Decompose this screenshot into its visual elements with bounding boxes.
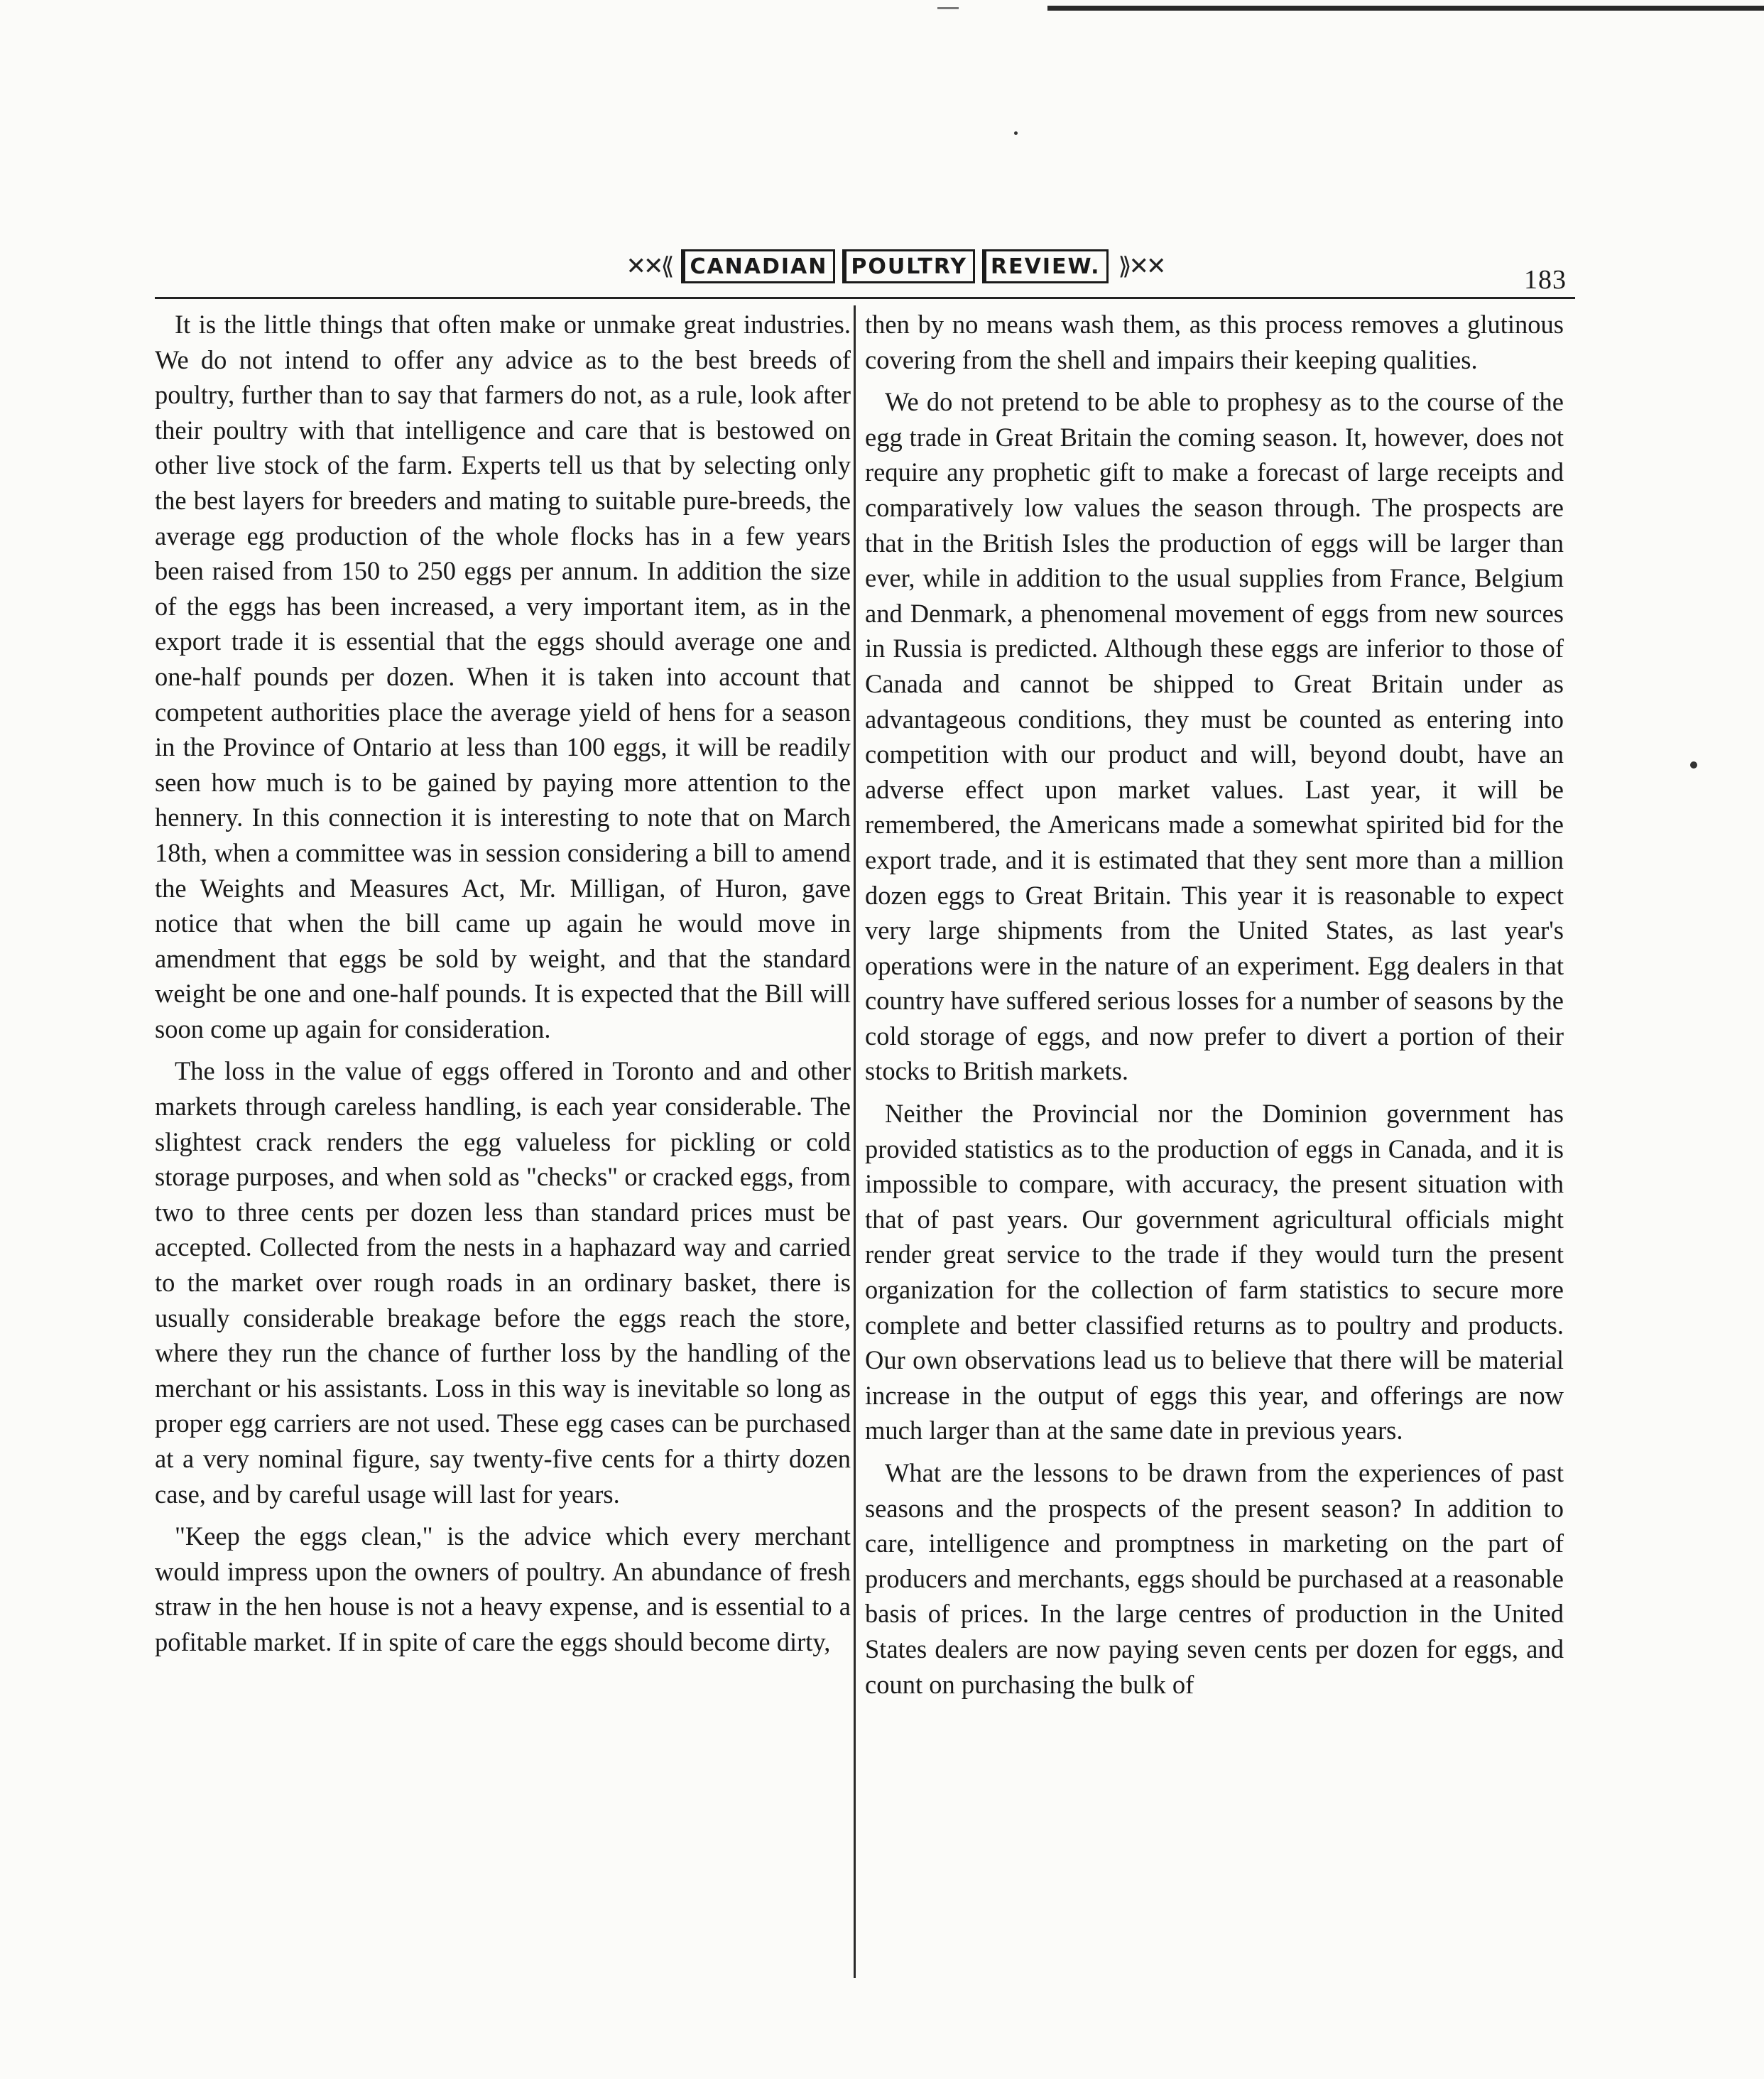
top-edge-rule — [1047, 6, 1764, 11]
paragraph: We do not pretend to be able to prophesy as to the course of the egg trade in Great Britain the coming season. It, however, does not require any prophetic gift to make a forecast of large receipts and comparatively low values the season through. The prospects are that in the British Isles the production of eggs will be larger than ever, while in addition to the usual supplies from France, Belgium and Denmark, a phenomenal movement of eggs from new sources in Russia is predicted. Although these eggs are inferior to those of Canada and cannot be shipped to Great Britain under as advantageous conditions, they must be counted as entering into competition with our product and will, beyond doubt, have an adverse effect upon market values. Last year, it will be remembered, the Americans made a somewhat spirited bid for the export trade, and it is estimated that they sent more than a million dozen eggs to Great Britain. This year it is reasonable to expect very large shipments from the United States, as last year's operations were in the nature of an experiment. Egg dealers in that country have suffered serious losses for a number of seasons by the cold storage of eggs, and now prefer to divert a portion of their stocks to British markets. — [865, 387, 1564, 1086]
column-divider — [854, 305, 856, 1978]
header-rule — [155, 297, 1575, 299]
right-column — [865, 307, 1564, 1709]
paragraph: What are the lessons to be drawn from the experiences of past seasons and the prospects of the present season? In addition to care, intelligence and promptness in marketing on the part of producers and merchants, eggs should be purchased at a reasonable basis of prices. In the large centres of production in the United States dealers are now paying seven cents per dozen for eggs, and count on purchasing the bulk of — [865, 1458, 1564, 1699]
page-number: 183 — [1524, 265, 1567, 295]
paragraph: It is the little things that often make or unmake great industries. We do not intend to offer any advice as to the best breeds of poultry, further than to say that farmers do not, as a rule, look after their poultry with that intelligence and care that is bestowed on other live stock of the farm. Experts tell us that by selecting only the best layers for breeders and mating to suitable pure-breeds, the average egg production of the whole flocks has in a few years been raised from 150 to 250 eggs per annum. In addition the size of the eggs has been increased, a very important item, as in the export trade it is essential that the eggs should average one and one-half pounds per dozen. When it is taken into account that competent authorities place the average yield of hens for a season in the Province of Ontario at less than 100 eggs, it will be readily seen how much is to be gained by paying more attention to the hennery. In this connection it is interesting to note that on March 18th, when a committee was in session considering a bill to amend the Weights and Measures Act, Mr. Milligan, of Huron, gave notice that when the bill came up again he would move in amendment that eggs be sold by weight, and that the standard weight be one and one-half pounds. It is expected that the Bill will soon come up again for consideration. — [155, 310, 851, 1043]
masthead-ornament-left-icon: ✕✕⟪ — [626, 252, 672, 281]
paragraph: The loss in the value of eggs offered in Toronto and and other markets through careless handling, is each year considerable. The slightest crack renders the egg valueless for pickling or cold storage purposes, and when sold as "checks" or cracked eggs, from two to three cents per dozen less than standard prices must be accepted. Collected from the nests in a haphazard way and carried to the market over rough roads in an ordinary basket, there is usually considerable breakage before the eggs reach the store, where they run the chance of further loss by the handling of the merchant or his assistants. Loss in this way is inevitable so long as proper egg carriers are not used. These egg cases can be purchased at a very nominal figure, say twenty-five cents for a thirty dozen case, and by careful usage will last for years. — [155, 1056, 851, 1509]
top-edge-mark — [937, 7, 959, 9]
masthead — [625, 245, 1165, 288]
paragraph-continued: then by no means wash them, as this process removes a glutinous covering from the shell and impairs their keeping qualities. — [865, 310, 1564, 374]
masthead-word: CANADIAN — [681, 249, 835, 283]
masthead-word: POULTRY — [842, 249, 975, 283]
left-column — [155, 307, 851, 1667]
paragraph: "Keep the eggs clean," is the advice which every merchant would impress upon the owners of poultry. An abundance of fresh straw in the hen house is not a heavy expense, and is essential to a pofitable market. If in spite of care the eggs should become dirty, — [155, 1521, 851, 1656]
masthead-title — [681, 249, 1108, 283]
masthead-ornament-right-icon: ⟫✕✕ — [1118, 252, 1164, 281]
paragraph: Neither the Provincial nor the Dominion government has provided statistics as to the production of eggs in Canada, and it is impossible to compare, with accuracy, the present situation with that of past years. Our government agricultural officials might render great service to the trade if they would turn the present organization for the collection of farm statistics to secure more complete and better classified returns as to poultry and products. Our own observations lead us to believe that there will be material increase in the output of eggs this year, and offerings are now much larger than at the same date in previous years. — [865, 1099, 1564, 1445]
masthead-word: REVIEW. — [982, 249, 1109, 283]
print-speck — [1690, 761, 1697, 769]
print-speck — [1014, 131, 1018, 135]
